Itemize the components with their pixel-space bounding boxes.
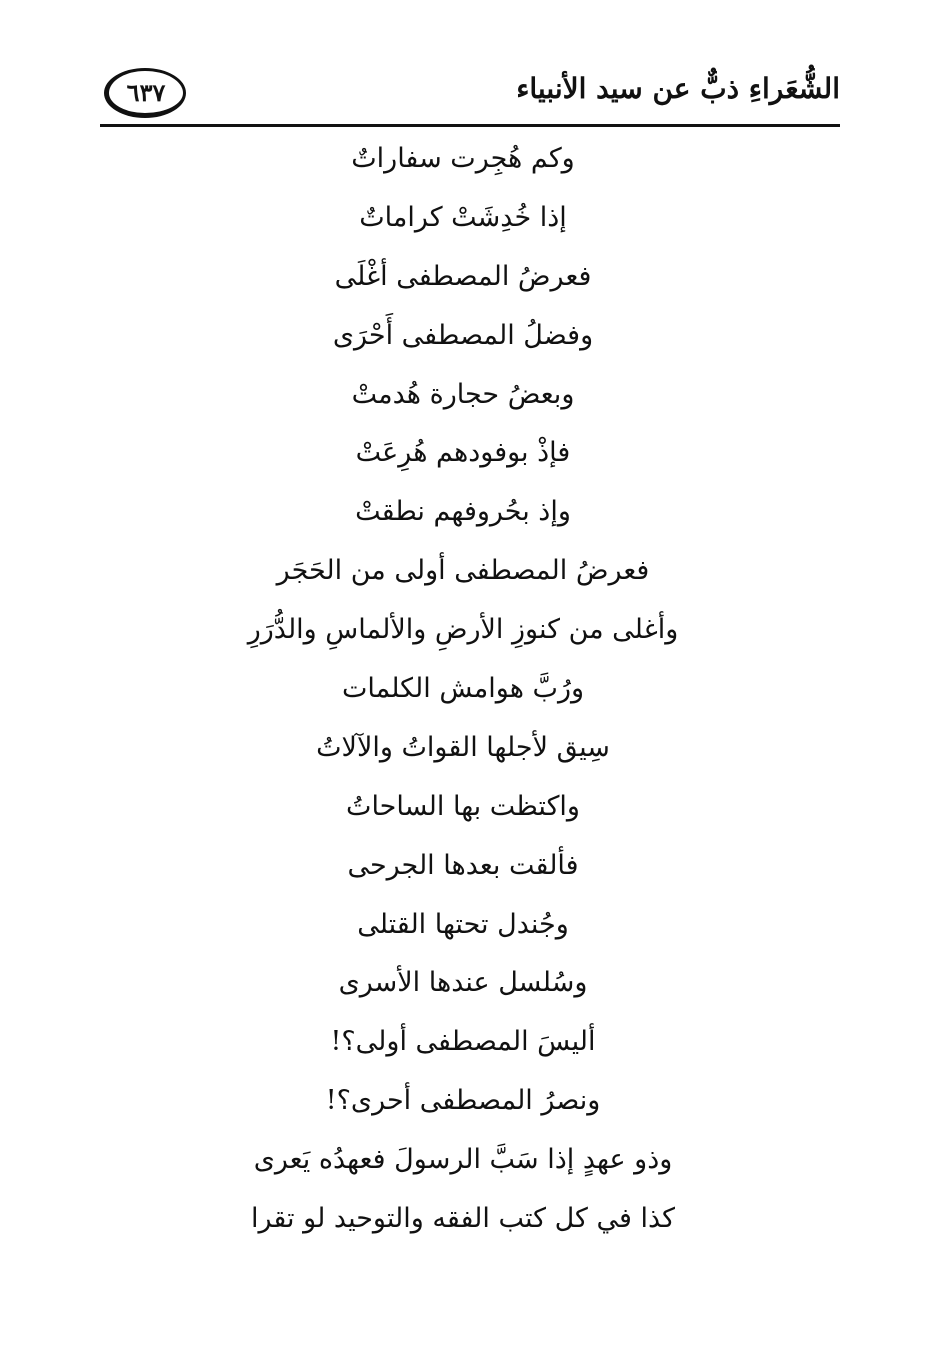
page-number-badge — [104, 68, 186, 118]
poem-line: فعرضُ المصطفى أغْلَى — [334, 260, 592, 292]
header-rule — [100, 124, 840, 127]
poem-line: سِيق لأجلها القواتُ والآلاتُ — [316, 731, 610, 763]
poem-line: إذا خُدِشَتْ كراماتٌ — [359, 201, 567, 233]
poem-line: واكتظت بها الساحاتُ — [346, 790, 580, 822]
poem-line: وأغلى من كنوزِ الأرضِ والألماسِ والدُّرَرِ — [247, 614, 679, 646]
poem-line: أليسَ المصطفى أولى؟! — [330, 1026, 596, 1058]
poem-body — [150, 130, 776, 1249]
poem-line: وفضلُ المصطفى أَحْرَى — [332, 319, 594, 351]
page-header — [100, 62, 840, 128]
poem-line: وإذ بحُروفهم نطقتْ — [355, 496, 571, 528]
poem-line: وسُلسل عندها الأسرى — [338, 967, 588, 999]
poem-line: ورُبَّ هوامش الكلمات — [341, 673, 585, 705]
poem-line: وجُندل تحتها القتلى — [357, 908, 569, 940]
running-title: الشُّعَراءِ ذبٌّ عن سيد الأنبياء — [516, 72, 840, 105]
poem-line: فعرضُ المصطفى أولى من الحَجَر — [276, 555, 650, 587]
page-number: ٦٣٧ — [126, 77, 166, 107]
poem-line: فإذْ بوفودهم هُرِعَتْ — [355, 437, 571, 469]
poem-line: وذو عهدٍ إذا سَبَّ الرسولَ فعهدُه يَعرى — [253, 1144, 673, 1176]
poem-line: وبعضُ حجارة هُدمتْ — [351, 378, 575, 410]
poem-line: كذا في كل كتب الفقه والتوحيد لو تقرا — [251, 1203, 675, 1235]
poem-line: وكم هُجِرت سفاراتٌ — [351, 143, 575, 174]
poem-line: فألقت بعدها الجرحى — [347, 849, 579, 881]
poem-line: ونصرُ المصطفى أحرى؟! — [325, 1085, 601, 1117]
